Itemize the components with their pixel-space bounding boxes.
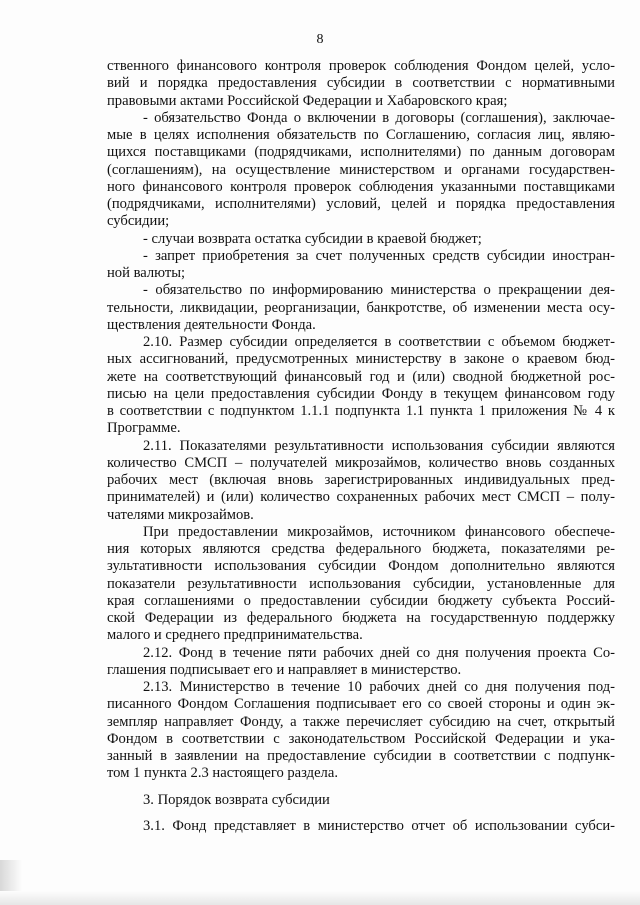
text-line: ской Федерации из федерального бюджета на государственную поддержку [107, 610, 615, 626]
text-line: малого и среднего предпринимательства. [107, 627, 363, 644]
scan-shadow-bottom [0, 891, 640, 905]
document-body [107, 58, 615, 835]
text-line: принимателей) и (или) количество сохраненных рабочих мест СМСП – полу- [107, 489, 615, 506]
text-line: Фондом в соответствии с законодательством Российской Федерации и ука- [107, 730, 615, 747]
text-line: земпляр направляет Фонду, а также перечисляет субсидию на счет, открытый [107, 713, 615, 730]
text-line: ной валюты; [107, 265, 186, 281]
text-line: 2.12. Фонд в течение пяти рабочих дней со дня получения проекта Со- [143, 644, 615, 661]
text-line: ных ассигнований, предусмотренных министерству в законе о краевом бюд- [107, 351, 615, 368]
text-line: - запрет приобретения за счет полученных средств субсидии иностран- [143, 247, 615, 264]
text-line: ного финансового контроля проверок соблюдения указанными поставщиками [107, 178, 615, 195]
text-line: - обязательство Фонда о включении в договоры (соглашения), заключае- [143, 109, 615, 126]
text-line: 2.13. Министерство в течение 10 рабочих дней со дня получения под- [143, 679, 615, 695]
text-line: 2.10. Размер субсидии определяется в соответствии с объемом бюджет- [143, 334, 615, 350]
text-line: чателями микрозаймов. [107, 506, 254, 523]
text-line: вий и порядка предоставления субсидии в соответствии с нормативными [107, 75, 615, 92]
text-line: мые в целях исполнения обязательств по Соглашению, согласия лиц, являю- [107, 127, 615, 143]
text-line: края соглашениями о предоставлении субсидии бюджету субъекта Россий- [107, 592, 615, 609]
text-line: - обязательство по информированию министерства о прекращении дея- [143, 282, 615, 299]
text-line: занный в заявлении на предоставление субсидии в соответствии с подпунк- [107, 748, 615, 764]
text-line: 3.1. Фонд представляет в министерство отчет об использовании субси- [143, 817, 615, 834]
text-line: правовыми актами Российской Федерации и Хабаровского края; [107, 92, 508, 109]
text-line: щихся поставщиками (подрядчиками, исполнителями) по данным договорам [107, 144, 615, 161]
text-line: При предоставлении микрозаймов, источником финансового обеспече- [143, 523, 615, 540]
paragraph-gap [107, 783, 615, 792]
text-line: показатели результативности использования субсидии, установленные для [107, 575, 615, 592]
text-line: в соответствии с подпунктом 1.1.1 подпункта 1.1 пункта 1 приложения № 4 к [107, 403, 615, 419]
text-line: ственного финансового контроля проверок соблюдения Фондом целей, усло- [107, 58, 615, 74]
text-line: писью на цели предоставления субсидии Фонду в текущем финансовом году [107, 385, 615, 402]
page-number: 8 [316, 32, 324, 47]
text-line: 3. Порядок возврата субсидии [143, 791, 330, 808]
text-line: зультативности использования субсидии Фондом дополнительно являются [107, 558, 615, 575]
text-line: субсидии; [107, 213, 170, 230]
text-line: ществления деятельности Фонда. [107, 316, 316, 333]
text-line: глашения подписывает его и направляет в министерство. [107, 661, 462, 678]
text-line: - случаи возврата остатка субсидии в краевой бюджет; [143, 230, 482, 247]
text-line: жете на соответствующий финансовый год и (или) сводной бюджетной рос- [107, 368, 615, 385]
text-line: писанного Фондом Соглашения подписывает его со своей стороны и один эк- [107, 696, 615, 713]
text-line: рабочих мест (включая вновь зарегистрированных индивидуальных пред- [107, 472, 615, 488]
text-line: том 1 пункта 2.3 настоящего раздела. [107, 765, 338, 782]
text-line: ния которых являются средства федерального бюджета, показателями ре- [107, 541, 615, 557]
text-line: 2.11. Показателями результативности использования субсидии являются [143, 437, 615, 454]
text-line: (подрядчиками, исполнителями) условий, целей и порядка предоставления [107, 196, 615, 212]
paragraph-gap [107, 809, 615, 818]
text-line: тельности, ликвидации, реорганизации, банкротстве, об изменении места осу- [107, 299, 615, 316]
text-line: количество СМСП – получателей микрозаймов, количество вновь созданных [107, 454, 615, 471]
text-line: Программе. [107, 420, 181, 437]
text-line: (соглашениям), на осуществление министерством и органами государствен- [107, 161, 615, 178]
